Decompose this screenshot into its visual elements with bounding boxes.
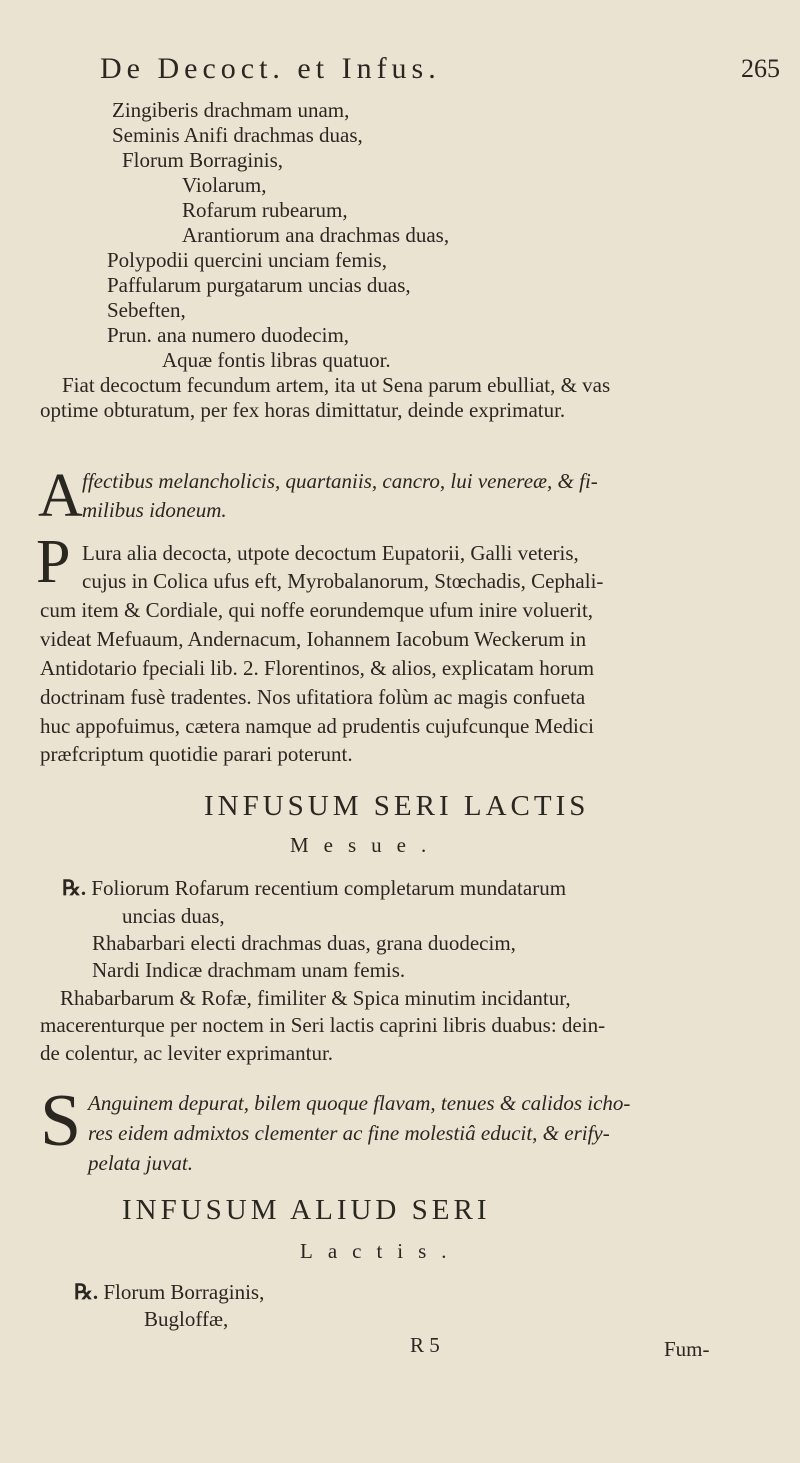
ingredient-line: Arantiorum ana drachmas duas, [182,223,450,247]
instruction-line: Fiat decoctum fecundum artem, ita ut Sena parum ebulliat, & vas [62,373,611,397]
paragraph-line: cum item & Cordiale, qui noffe eorundemque ufum inire voluerit, [40,598,594,622]
prescription-first-line [62,875,566,901]
paragraph-line: Lura alia decocta, utpote decoctum Eupatorii, Galli veteris, [82,541,579,565]
section-subheading: Mesue. [290,833,442,857]
signature-mark: R 5 [410,1333,440,1357]
section-heading: INFUSUM ALIUD SERI [122,1194,491,1226]
ingredient-line: Rofarum rubearum, [182,198,348,222]
running-title: De Decoct. et Infus. [100,52,441,85]
indication-line: pelata juvat. [88,1151,193,1175]
indication-line: Anguinem depurat, bilem quoque flavam, tenues & calidos icho- [88,1091,631,1115]
prescription-first-line [74,1279,264,1305]
ingredient-line: Rhabarbari electi drachmas duas, grana duodecim, [92,931,516,955]
ingredient-line: Seminis Anifi drachmas duas, [112,123,363,147]
drop-cap-p: P [36,528,71,596]
section-subheading: Lactis. [300,1239,462,1263]
ingredient-line: Paffularum purgatarum uncias duas, [107,273,411,297]
section-heading: INFUSUM SERI LACTIS [204,790,590,822]
ingredient-line: Prun. ana numero duodecim, [107,323,350,347]
ingredient-line: Florum Borraginis, [122,148,283,172]
ingredient-line: Violarum, [182,173,267,197]
instruction-line: de colentur, ac leviter exprimantur. [40,1041,334,1065]
instruction-line: Rhabarbarum & Rofæ, fimiliter & Spica minutim incidantur, [60,986,571,1010]
paragraph-line: doctrinam fusè tradentes. Nos ufitatiora folùm ac magis confueta [40,685,586,709]
paragraph-line: videat Mefuaum, Andernacum, Iohannem Iacobum Weckerum in [40,627,587,651]
instruction-line: macerenturque per noctem in Seri lactis caprini libris duabus: dein- [40,1013,606,1037]
ingredient-line: Zingiberis drachmam unam, [112,98,350,122]
indication-line: ffectibus melancholicis, quartaniis, cancro, lui venereæ, & fi- [82,469,598,493]
recipe-symbol: ℞. [62,876,87,900]
ingredient-line: uncias duas, [122,904,225,928]
paragraph-line: cujus in Colica ufus eft, Myrobalanorum, Stœchadis, Cephali- [82,569,604,593]
ingredient-line: Aquæ fontis libras quatuor. [162,348,391,372]
drop-cap-a: A [38,462,83,530]
indication-line: milibus idoneum. [82,498,227,522]
ingredient-line: Sebeften, [107,298,186,322]
ingredient-text: Florum Borraginis, [103,1280,265,1304]
running-header [100,52,780,92]
paragraph-line: præfcriptum quotidie parari poterunt. [40,742,353,766]
drop-cap-s: S [40,1080,82,1162]
catchword: Fum- [664,1337,710,1361]
paragraph-line: huc appofuimus, cætera namque ad prudentis cujufcunque Medici [40,714,594,738]
page-number: 265 [741,54,780,83]
ingredient-line: Bugloffæ, [144,1307,229,1331]
indication-line: res eidem admixtos clementer ac fine molestiâ educit, & erify- [88,1121,610,1145]
ingredient-line: Nardi Indicæ drachmam unam femis. [92,958,406,982]
recipe-symbol: ℞. [74,1280,99,1304]
instruction-line: optime obturatum, per fex horas dimittatur, deinde exprimatur. [40,398,566,422]
ingredient-text: Foliorum Rofarum recentium completarum mundatarum [91,876,567,900]
ingredient-line: Polypodii quercini unciam femis, [107,248,387,272]
paragraph-line: Antidotario fpeciali lib. 2. Florentinos, & alios, explicatam horum [40,656,595,680]
